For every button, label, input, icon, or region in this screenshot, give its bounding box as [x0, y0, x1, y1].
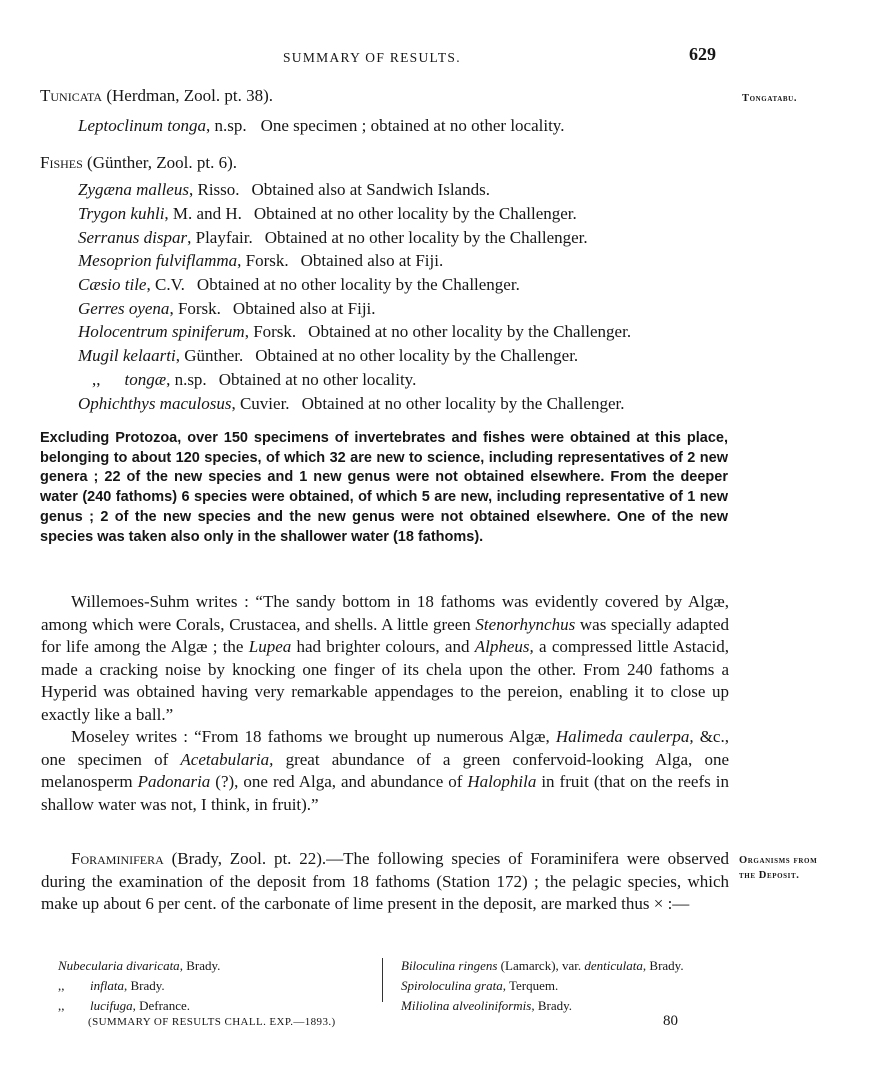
species-note: Obtained also at Fiji. — [300, 251, 444, 270]
foraminifera-text — [41, 848, 729, 916]
species-authority: , Brady. — [179, 958, 221, 973]
footer-reference: (SUMMARY OF RESULTS CHALL. EXP.—1893.) — [88, 1016, 336, 1028]
species-authority: , Günther. — [175, 346, 244, 365]
species-note: One specimen ; obtained at no other locality. — [260, 116, 565, 135]
species-note: Obtained also at Fiji. — [232, 299, 376, 318]
fishes-heading-ref: (Günther, Zool. pt. 6). — [82, 153, 237, 172]
species-name: Halimeda caulerpa, — [555, 727, 694, 746]
species-note: Obtained at no other locality by the Challenger. — [196, 275, 520, 294]
species-authority: , Brady. — [123, 978, 165, 993]
species-name: Holocentrum spiniferum — [78, 322, 245, 341]
foraminifera-heading: Foraminifera — [71, 849, 164, 868]
text-run: a compressed little Astacid, made a cracking noise by knocking one finger of its chela upon the other. From 240 fathoms a Hyperid was obtained having very remarkable appendages to the pereion, enabling it to close up exactly like a ball.” — [41, 637, 730, 724]
column-divider — [382, 958, 383, 1002]
species-authority: , M. and H. — [164, 204, 242, 223]
page-number: 629 — [689, 44, 716, 64]
species-name: Biloculina ringens — [401, 958, 498, 973]
tunicata-heading — [40, 86, 273, 106]
fishes-heading-label: Fishes — [40, 153, 83, 172]
list-item — [401, 996, 684, 1016]
fish-entry — [78, 322, 631, 342]
species-authority: , Brady. — [531, 998, 573, 1013]
list-item — [58, 996, 220, 1016]
species-name: Lupea — [248, 637, 292, 656]
running-title: SUMMARY OF RESULTS. — [283, 50, 461, 65]
text-run: (Lamarck), var. — [497, 958, 585, 973]
species-note: Obtained at no other locality by the Challenger. — [264, 228, 588, 247]
species-authority: , Forsk. — [244, 322, 297, 341]
species-name: Cæsio tile — [78, 275, 147, 294]
list-item — [58, 956, 220, 976]
margin-note-line: the Deposit. — [739, 870, 800, 881]
species-authority: , n.sp. — [166, 370, 207, 389]
species-name: Acetabularia, — [180, 749, 274, 769]
species-authority: , n.sp. — [205, 116, 247, 135]
fish-entry — [92, 370, 416, 390]
species-note: Obtained at no other locality by the Challenger. — [255, 346, 579, 365]
species-authority: , Forsk. — [237, 251, 289, 270]
list-item — [401, 956, 684, 976]
species-name: Halophila — [467, 772, 537, 791]
fish-entry — [78, 299, 376, 319]
text-run: Willemoes-Suhm writes : “The sandy bottom in 18 fathoms was evidently covered by Algæ, among which were Corals, Crustacea, and shells. A little green — [41, 592, 729, 634]
foraminifera-list-right — [401, 956, 684, 1016]
species-name: lucifuga — [90, 998, 133, 1013]
species-name: Miliolina alveoliniformis — [401, 998, 532, 1013]
species-note: Obtained also at Sandwich Islands. — [251, 180, 490, 199]
text-run: &c., one specimen of — [41, 727, 729, 769]
species-name: denticulata — [584, 958, 643, 973]
tunicata-heading-label: Tunicata — [40, 86, 103, 105]
species-name: Serranus dispar — [78, 228, 188, 247]
tunicata-heading-ref: (Herdman, Zool. pt. 38). — [102, 86, 273, 105]
fish-entry — [78, 204, 577, 224]
list-item — [58, 976, 220, 996]
species-authority: , Brady. — [642, 958, 684, 973]
species-authority: , Cuvier. — [231, 394, 290, 413]
species-name: Zygæna malleus — [78, 180, 189, 199]
text-run: had brighter colours, and — [291, 637, 475, 656]
tunicata-entry — [78, 116, 564, 136]
ditto-mark: ,, — [58, 998, 65, 1013]
species-name: Leptoclinum tonga — [78, 116, 206, 135]
species-name: Nubecularia divaricata — [58, 958, 180, 973]
species-name: inflata — [90, 978, 124, 993]
fish-entry — [78, 251, 443, 271]
fish-entry — [78, 228, 588, 248]
margin-note-line: Organisms from — [739, 855, 818, 866]
species-note: Obtained at no other locality by the Challenger. — [301, 394, 625, 413]
species-name: Gerres oyena — [78, 299, 170, 318]
species-name: Trygon kuhli — [78, 204, 165, 223]
signature-mark: 80 — [663, 1013, 678, 1029]
moseley-paragraph — [41, 726, 729, 816]
species-name: Padonaria — [137, 772, 211, 791]
text-run: in fruit (that on the reefs in shallow water was not, I think, in fruit).” — [41, 772, 729, 814]
species-name: Ophichthys maculosus — [78, 394, 232, 413]
species-note: Obtained at no other locality by the Challenger. — [253, 204, 577, 223]
summary-paragraph: Excluding Protozoa, over 150 specimens of invertebrates and fishes were obtained at this place, belonging to about 120 species, of which 32 are new to science, including representatives of 2 new genera ; 22 of the new species and 1 new genus were not obtained elsewhere. From the deeper water (240 fathoms) 6 species were obtained, of which 5 are new, including representative of 1 new genus ; 2 of the new species and the new genus were not obtained elsewhere. One of the new species was taken also only in the shallower water (18 fathoms). — [40, 430, 728, 545]
species-name: tongæ — [124, 370, 167, 389]
species-name: Mesoprion fulviflamma — [78, 251, 238, 270]
species-note: Obtained at no other locality by the Challenger. — [308, 322, 632, 341]
text-run: (Brady, Zool. pt. 22).—The following species of Foraminifera were observed during the examination of the deposit from 18 fathoms (Station 172) ; the pelagic species, which make up about 6 per cent. of the carbonate of lime present in the deposit, are marked thus × :— — [41, 849, 729, 913]
species-note: Obtained at no other locality. — [218, 370, 417, 389]
fish-entry — [78, 346, 578, 366]
foraminifera-list-left — [58, 956, 220, 1016]
species-authority: , Forsk. — [169, 299, 221, 318]
species-authority: , Defrance. — [132, 998, 190, 1013]
fishes-heading — [40, 153, 237, 173]
species-authority: , Risso. — [188, 180, 240, 199]
fish-entry — [78, 180, 490, 200]
species-name: Alpheus, — [474, 637, 534, 656]
margin-note-tongatabu: Tongatabu. — [742, 93, 798, 104]
species-authority: , Playfair. — [187, 228, 253, 247]
margin-note-organisms — [739, 853, 817, 883]
fish-entry — [78, 394, 624, 414]
list-item — [401, 976, 684, 996]
fish-entry — [78, 275, 520, 295]
species-name: Stenorhynchus — [475, 614, 576, 634]
species-authority: , Terquem. — [502, 978, 559, 993]
species-name: Mugil kelaarti — [78, 346, 176, 365]
quotations-block — [41, 591, 729, 816]
foraminifera-paragraph — [41, 848, 729, 916]
species-name: Spiroloculina grata — [401, 978, 503, 993]
text-run: was specially adapted for life among the Algæ ; the — [41, 614, 729, 656]
ditto-mark: ,, — [92, 370, 101, 389]
willemoes-paragraph — [41, 591, 729, 726]
text-run: (?), one red Alga, and abundance of — [210, 772, 468, 791]
text-run: great abundance of a green confervoid-looking Alga, one melanosperm — [41, 749, 730, 791]
text-run: Moseley writes : “From 18 fathoms we brought up numerous Algæ, — [71, 727, 556, 746]
species-authority: , C.V. — [146, 275, 185, 294]
ditto-mark: ,, — [58, 978, 65, 993]
